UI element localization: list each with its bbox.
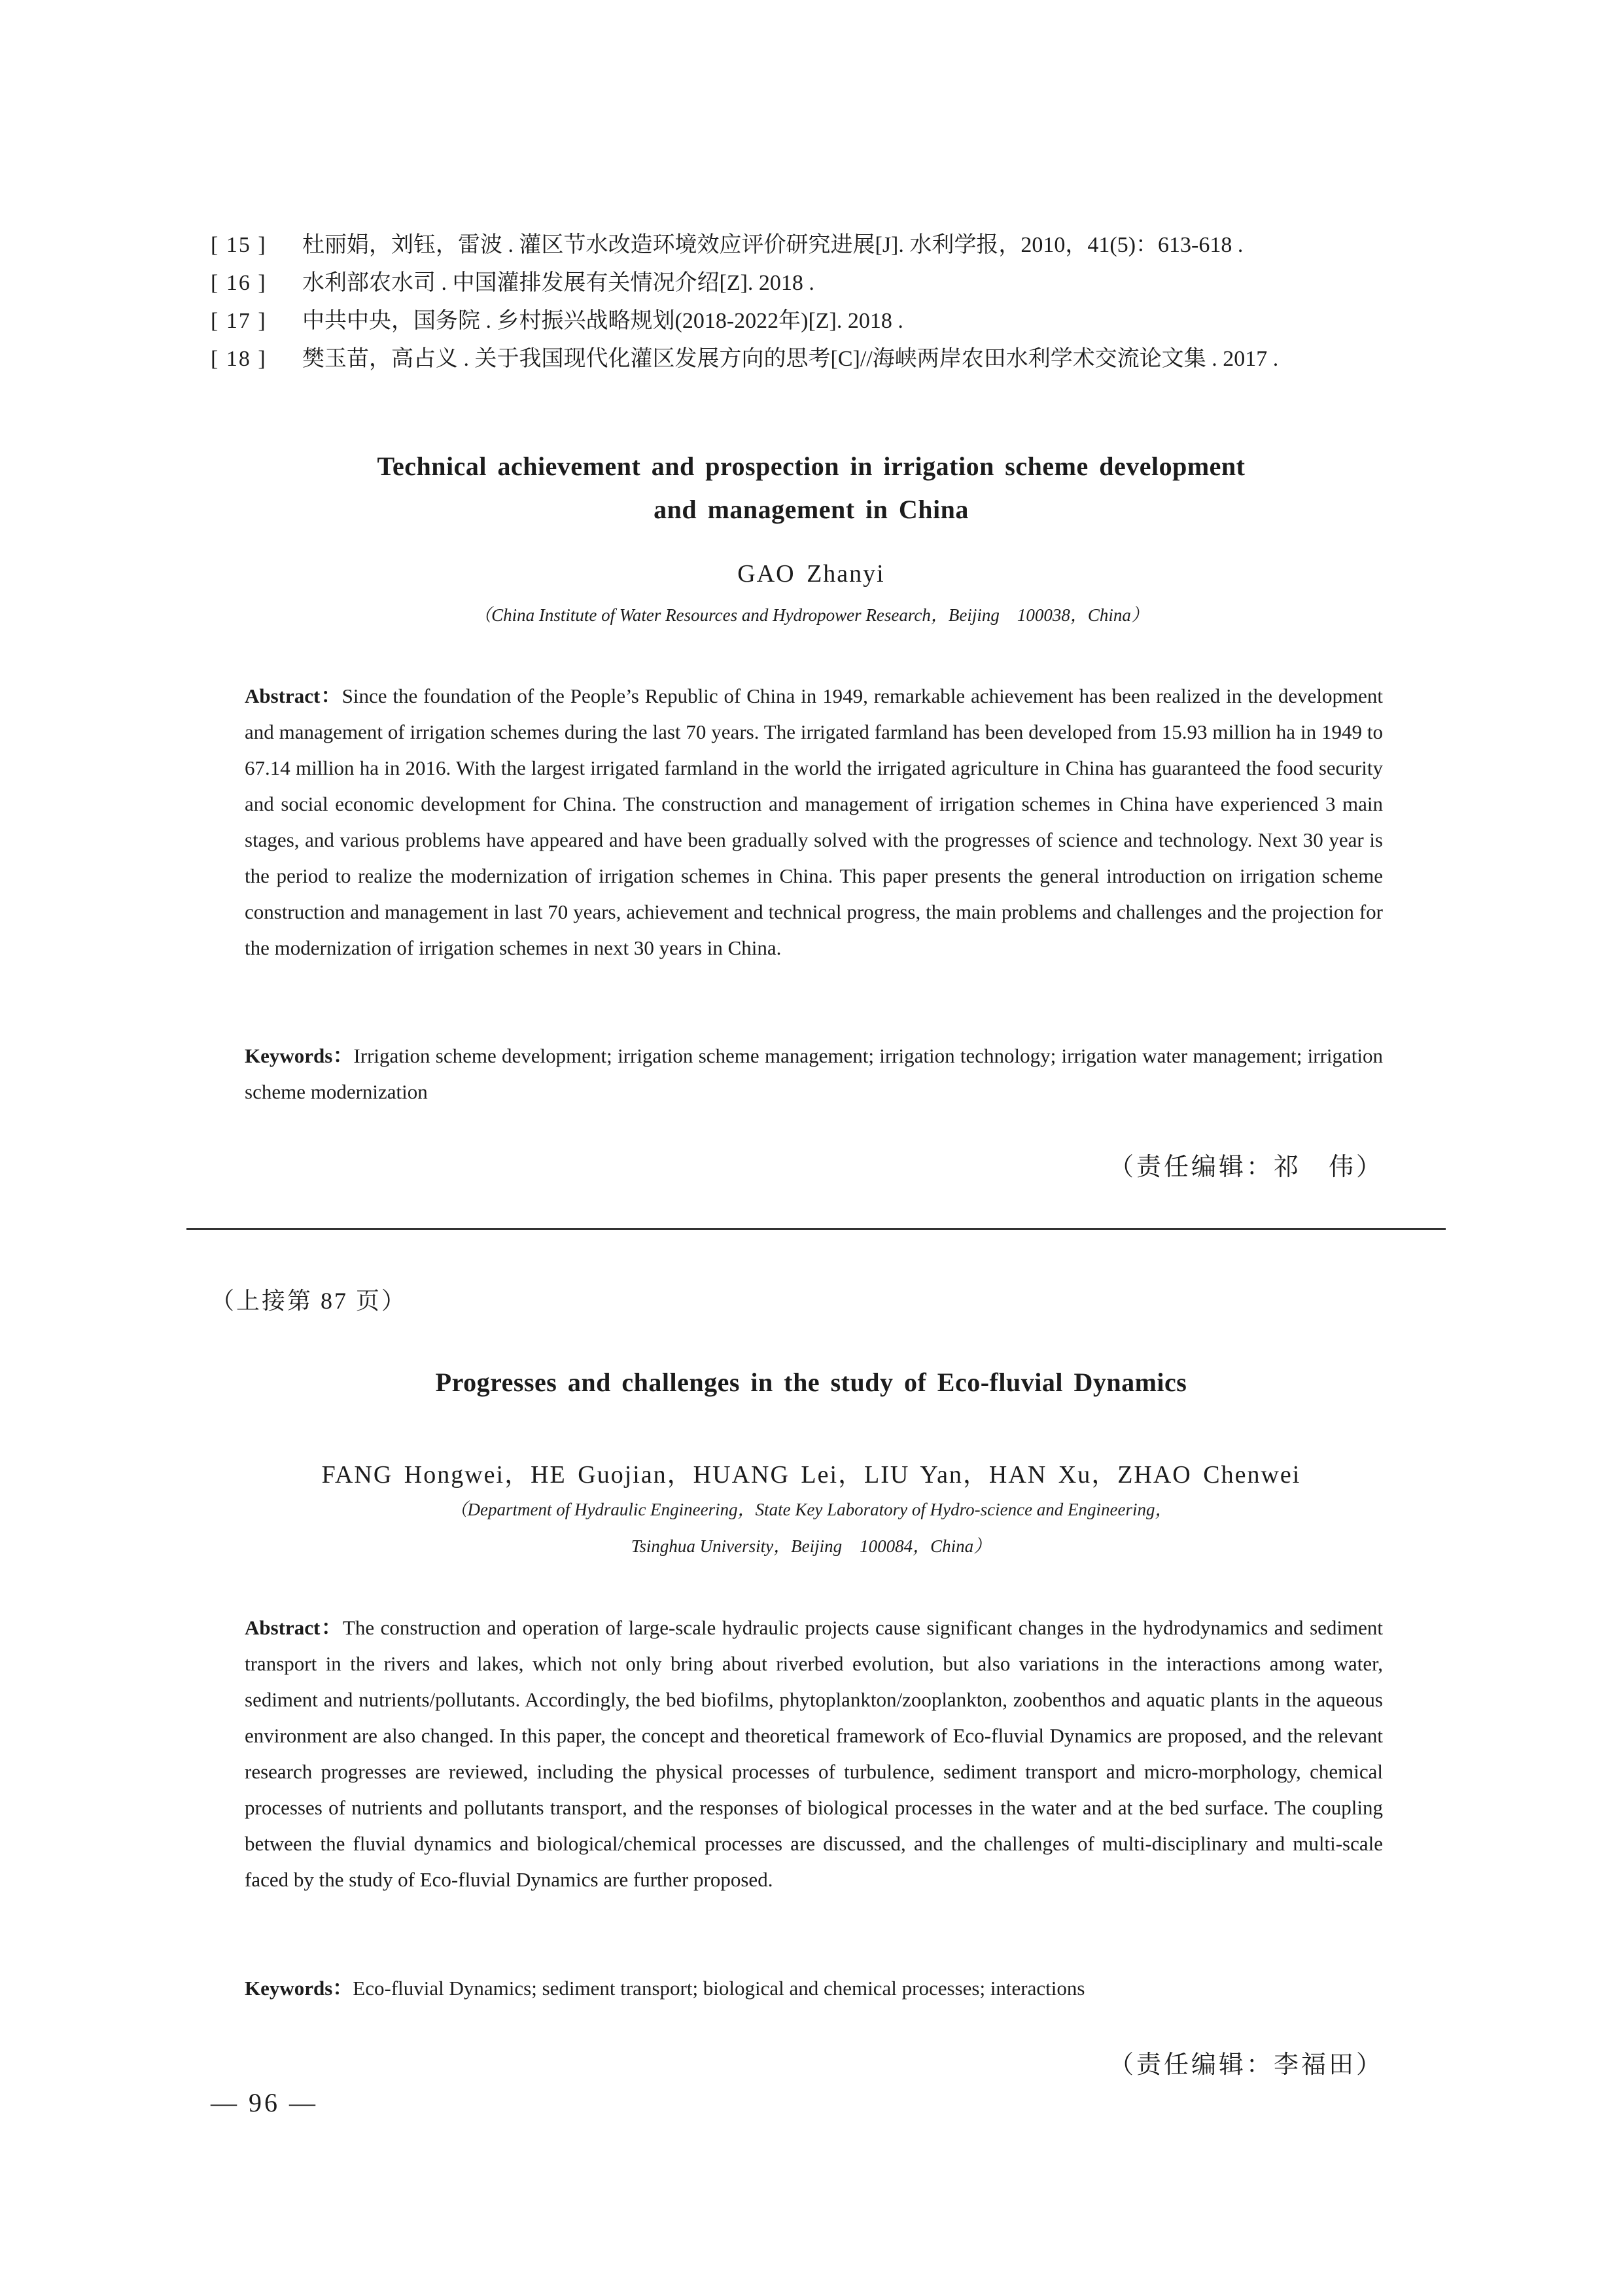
- article1-affiliation: （China Institute of Water Resources and Hydropower Research，Beijing 100038，China）: [474, 605, 1149, 625]
- article2-abstract: [245, 1610, 1383, 1898]
- reference-text: 中共中央，国务院 . 乡村振兴战略规划(2018-2022年)[Z]. 2018 .: [302, 309, 903, 333]
- article2-keywords: [245, 1970, 1383, 2006]
- reference-number: [ 17 ]: [211, 309, 267, 333]
- reference-number: [ 16 ]: [211, 271, 267, 295]
- article1-title-line1: Technical achievement and prospection in irrigation scheme development: [377, 451, 1246, 481]
- reference-text: 杜丽娟，刘钰，雷波 . 灌区节水改造环境效应评价研究进展[J]. 水利学报，2010，41(5)：613-618 .: [302, 233, 1244, 257]
- reference-number: [ 18 ]: [211, 347, 267, 371]
- keywords-label: Keywords：: [245, 1977, 353, 2000]
- abstract-label: Abstract：: [245, 1616, 343, 1639]
- article2-affiliation: [216, 1491, 1406, 1564]
- continued-from-note: （上接第 87 页）: [211, 1288, 408, 1314]
- reference-number: [ 15 ]: [211, 233, 267, 257]
- affiliation-line1: （Department of Hydraulic Engineering，State Key Laboratory of Hydro-science and Engineering，: [449, 1500, 1173, 1519]
- article1-title-line2: and management in China: [654, 495, 969, 524]
- reference-text: 水利部农水司 . 中国灌排发展有关情况介绍[Z]. 2018 .: [302, 271, 814, 295]
- article1-editor: （责任编辑：祁 伟）: [1108, 1154, 1384, 1181]
- article1-abstract: [245, 678, 1383, 966]
- article2-editor: （责任编辑：李福田）: [1108, 2051, 1384, 2079]
- abstract-label: Abstract：: [245, 684, 342, 707]
- reference-item: [211, 302, 1454, 340]
- article1-author: GAO Zhanyi: [737, 560, 885, 588]
- article2-title: Progresses and challenges in the study of Eco-fluvial Dynamics: [435, 1368, 1187, 1397]
- reference-item: [211, 226, 1454, 264]
- reference-list: [211, 226, 1454, 378]
- keywords-label: Keywords：: [245, 1044, 354, 1067]
- section-divider: [186, 1228, 1446, 1230]
- reference-item: [211, 264, 1454, 302]
- article1-keywords: [245, 1038, 1383, 1110]
- article2-authors: FANG Hongwei，HE Guojian，HUANG Lei，LIU Yan，HAN Xu，ZHAO Chenwei: [321, 1461, 1301, 1489]
- article1-title: [216, 445, 1406, 531]
- reference-item: [211, 340, 1454, 378]
- abstract-text: The construction and operation of large-scale hydraulic projects cause significant changes in the hydrodynamics and sediment transport in the rivers and lakes, which not only bring about riverbed evolution, but also variations in the interactions among water, sediment and nutrients/pollutants. Accordingly, the bed biofilms, phytoplankton/zooplankton, zoobenthos and aquatic plants in the aqueous environment are also changed. In this paper, the concept and theoretical framework of Eco-fluvial Dynamics are proposed, and the relevant research progresses are reviewed, including the physical processes of turbulence, sediment transport and micro-morphology, chemical processes of nutrients and pollutants transport, and the responses of biological processes in the water and at the bed surface. The coupling between the fluvial dynamics and biological/chemical processes are discussed, and the challenges of multi-disciplinary and multi-scale faced by the study of Eco-fluvial Dynamics are further proposed.: [245, 1616, 1383, 1891]
- affiliation-line2: Tsinghua University，Beijing 100084，China）: [631, 1536, 992, 1556]
- keywords-text: Eco-fluvial Dynamics; sediment transport; biological and chemical processes; interactions: [353, 1977, 1085, 2000]
- keywords-text: Irrigation scheme development; irrigation scheme management; irrigation technology; irrigation water management; irrigation scheme modernization: [245, 1044, 1383, 1103]
- reference-text: 樊玉苗，高占义 . 关于我国现代化灌区发展方向的思考[C]//海峡两岸农田水利学术交流论文集 . 2017 .: [302, 347, 1279, 371]
- page-number: — 96 —: [211, 2088, 318, 2117]
- abstract-text: Since the foundation of the People’s Republic of China in 1949, remarkable achievement has been realized in the development and management of irrigation schemes during the last 70 years. The irrigated farmland has been developed from 15.93 million ha in 1949 to 67.14 million ha in 2016. With the largest irrigated farmland in the world the irrigated agriculture in China has guaranteed the food security and social economic development for China. The construction and management of irrigation schemes in China have experienced 3 main stages, and various problems have appeared and have been gradually solved with the progresses of science and technology. Next 30 year is the period to realize the modernization of irrigation schemes in China. This paper presents the general introduction on irrigation scheme construction and management in last 70 years, achievement and technical progress, the main problems and challenges and the projection for the modernization of irrigation schemes in next 30 years in China.: [245, 684, 1383, 959]
